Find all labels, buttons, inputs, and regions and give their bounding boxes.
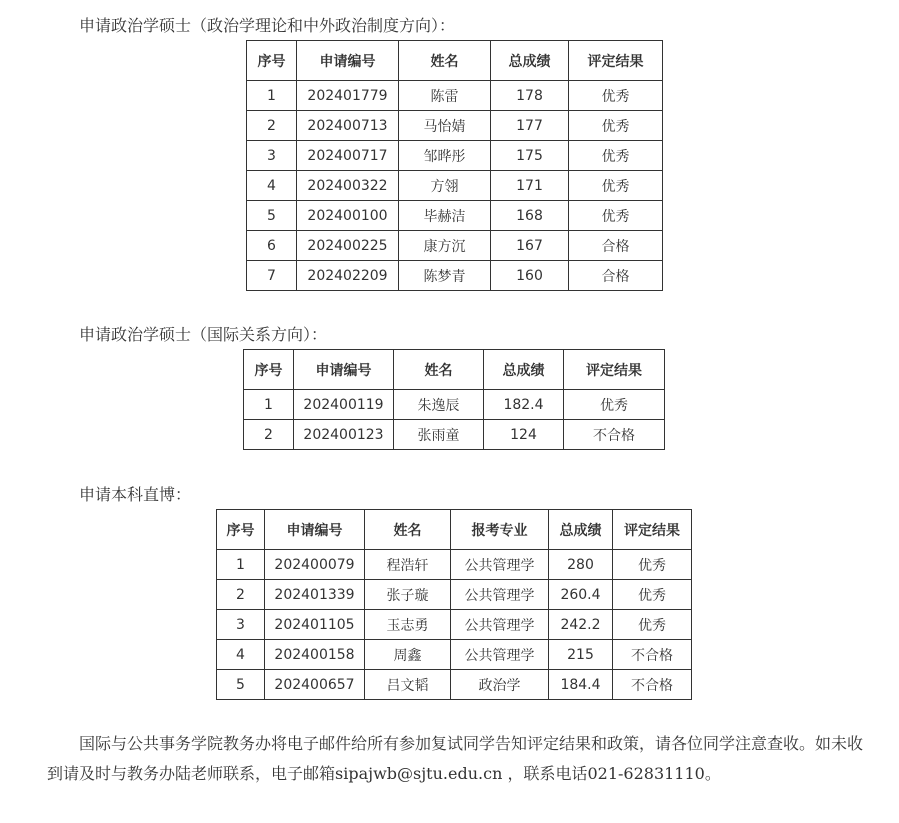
table-cell: 280	[549, 550, 613, 580]
results-table-international-relations	[243, 349, 665, 450]
table-cell: 6	[247, 231, 297, 261]
table-cell: 7	[247, 261, 297, 291]
table-cell: 2	[244, 420, 294, 450]
column-header: 姓名	[394, 350, 484, 390]
table-cell: 215	[549, 640, 613, 670]
table-cell: 4	[247, 171, 297, 201]
column-header: 序号	[217, 510, 265, 550]
table-row	[247, 261, 663, 291]
table-cell: 175	[491, 141, 569, 171]
table-cell: 160	[491, 261, 569, 291]
column-header: 申请编号	[294, 350, 394, 390]
table-cell: 202400079	[265, 550, 365, 580]
column-header: 序号	[244, 350, 294, 390]
table-cell: 178	[491, 81, 569, 111]
table-cell: 吕文韬	[365, 670, 451, 700]
table-cell: 程浩轩	[365, 550, 451, 580]
table-cell: 202400657	[265, 670, 365, 700]
table-cell: 合格	[569, 231, 663, 261]
table-cell: 202400717	[297, 141, 399, 171]
section-heading-direct-phd: 申请本科直博：	[79, 485, 192, 504]
section-heading-political-theory: 申请政治学硕士（政治学理论和中外政治制度方向）：	[79, 16, 456, 35]
table-cell: 1	[247, 81, 297, 111]
column-header: 序号	[247, 41, 297, 81]
table-cell: 168	[491, 201, 569, 231]
table-cell: 2	[217, 580, 265, 610]
table-cell: 182.4	[484, 390, 564, 420]
table-cell: 优秀	[613, 580, 692, 610]
table-row	[247, 231, 663, 261]
table-cell: 202400713	[297, 111, 399, 141]
table-cell: 177	[491, 111, 569, 141]
table-row	[247, 201, 663, 231]
table-cell: 优秀	[569, 81, 663, 111]
table-cell: 公共管理学	[451, 550, 549, 580]
table-row	[217, 610, 692, 640]
column-header: 评定结果	[613, 510, 692, 550]
table-row	[247, 111, 663, 141]
notice-paragraph	[47, 729, 867, 789]
column-header: 评定结果	[564, 350, 665, 390]
table-row	[217, 670, 692, 700]
table-cell: 4	[217, 640, 265, 670]
table-cell: 玉志勇	[365, 610, 451, 640]
column-header: 申请编号	[297, 41, 399, 81]
table-cell: 优秀	[569, 111, 663, 141]
table-cell: 张雨童	[394, 420, 484, 450]
table-cell: 优秀	[569, 171, 663, 201]
column-header: 姓名	[365, 510, 451, 550]
table-cell: 202400100	[297, 201, 399, 231]
table-row	[244, 390, 665, 420]
table-cell: 合格	[569, 261, 663, 291]
table-cell: 陈雷	[399, 81, 491, 111]
table-cell: 260.4	[549, 580, 613, 610]
table-cell: 方翎	[399, 171, 491, 201]
column-header: 总成绩	[491, 41, 569, 81]
table-cell: 202400119	[294, 390, 394, 420]
table-cell: 优秀	[613, 550, 692, 580]
table-cell: 马怡婧	[399, 111, 491, 141]
table-cell: 3	[217, 610, 265, 640]
table-cell: 公共管理学	[451, 640, 549, 670]
column-header: 姓名	[399, 41, 491, 81]
table-cell: 202401105	[265, 610, 365, 640]
table-cell: 朱逸辰	[394, 390, 484, 420]
table-cell: 202402209	[297, 261, 399, 291]
column-header: 申请编号	[265, 510, 365, 550]
table-row	[247, 81, 663, 111]
table-cell: 202401779	[297, 81, 399, 111]
table-cell: 邹晔彤	[399, 141, 491, 171]
table-cell: 202401339	[265, 580, 365, 610]
table-cell: 171	[491, 171, 569, 201]
table-cell: 公共管理学	[451, 580, 549, 610]
table-cell: 周鑫	[365, 640, 451, 670]
table-cell: 202400158	[265, 640, 365, 670]
section-heading-international-relations: 申请政治学硕士（国际关系方向）：	[79, 325, 328, 344]
table-row	[247, 171, 663, 201]
column-header: 总成绩	[484, 350, 564, 390]
table-cell: 康方沉	[399, 231, 491, 261]
table-cell: 5	[217, 670, 265, 700]
table-cell: 陈梦青	[399, 261, 491, 291]
notice-text: 国际与公共事务学院教务办将电子邮件给所有参加复试同学告知评定结果和政策，请各位同学注意查收。如未收到请及时与教务办陆老师联系，电子邮箱sipajwb@sjtu.edu.cn ，联系电话021-62831110。	[47, 734, 864, 783]
results-table-political-theory	[246, 40, 663, 291]
table-row	[217, 580, 692, 610]
table-row	[217, 640, 692, 670]
table-cell: 1	[217, 550, 265, 580]
table-cell: 124	[484, 420, 564, 450]
table-cell: 公共管理学	[451, 610, 549, 640]
table-cell: 202400225	[297, 231, 399, 261]
table-row	[244, 420, 665, 450]
table-cell: 1	[244, 390, 294, 420]
column-header: 总成绩	[549, 510, 613, 550]
table-cell: 184.4	[549, 670, 613, 700]
table-cell: 202400123	[294, 420, 394, 450]
table-cell: 张子璇	[365, 580, 451, 610]
table-cell: 5	[247, 201, 297, 231]
table-cell: 不合格	[613, 670, 692, 700]
table-cell: 优秀	[564, 390, 665, 420]
results-table-direct-phd	[216, 509, 692, 700]
table-cell: 优秀	[569, 201, 663, 231]
column-header: 报考专业	[451, 510, 549, 550]
table-cell: 优秀	[569, 141, 663, 171]
table-row	[217, 550, 692, 580]
table-cell: 不合格	[564, 420, 665, 450]
table-cell: 不合格	[613, 640, 692, 670]
table-cell: 政治学	[451, 670, 549, 700]
table-cell: 3	[247, 141, 297, 171]
table-cell: 202400322	[297, 171, 399, 201]
table-cell: 2	[247, 111, 297, 141]
table-cell: 242.2	[549, 610, 613, 640]
table-cell: 毕赫洁	[399, 201, 491, 231]
column-header: 评定结果	[569, 41, 663, 81]
table-cell: 优秀	[613, 610, 692, 640]
table-cell: 167	[491, 231, 569, 261]
table-row	[247, 141, 663, 171]
